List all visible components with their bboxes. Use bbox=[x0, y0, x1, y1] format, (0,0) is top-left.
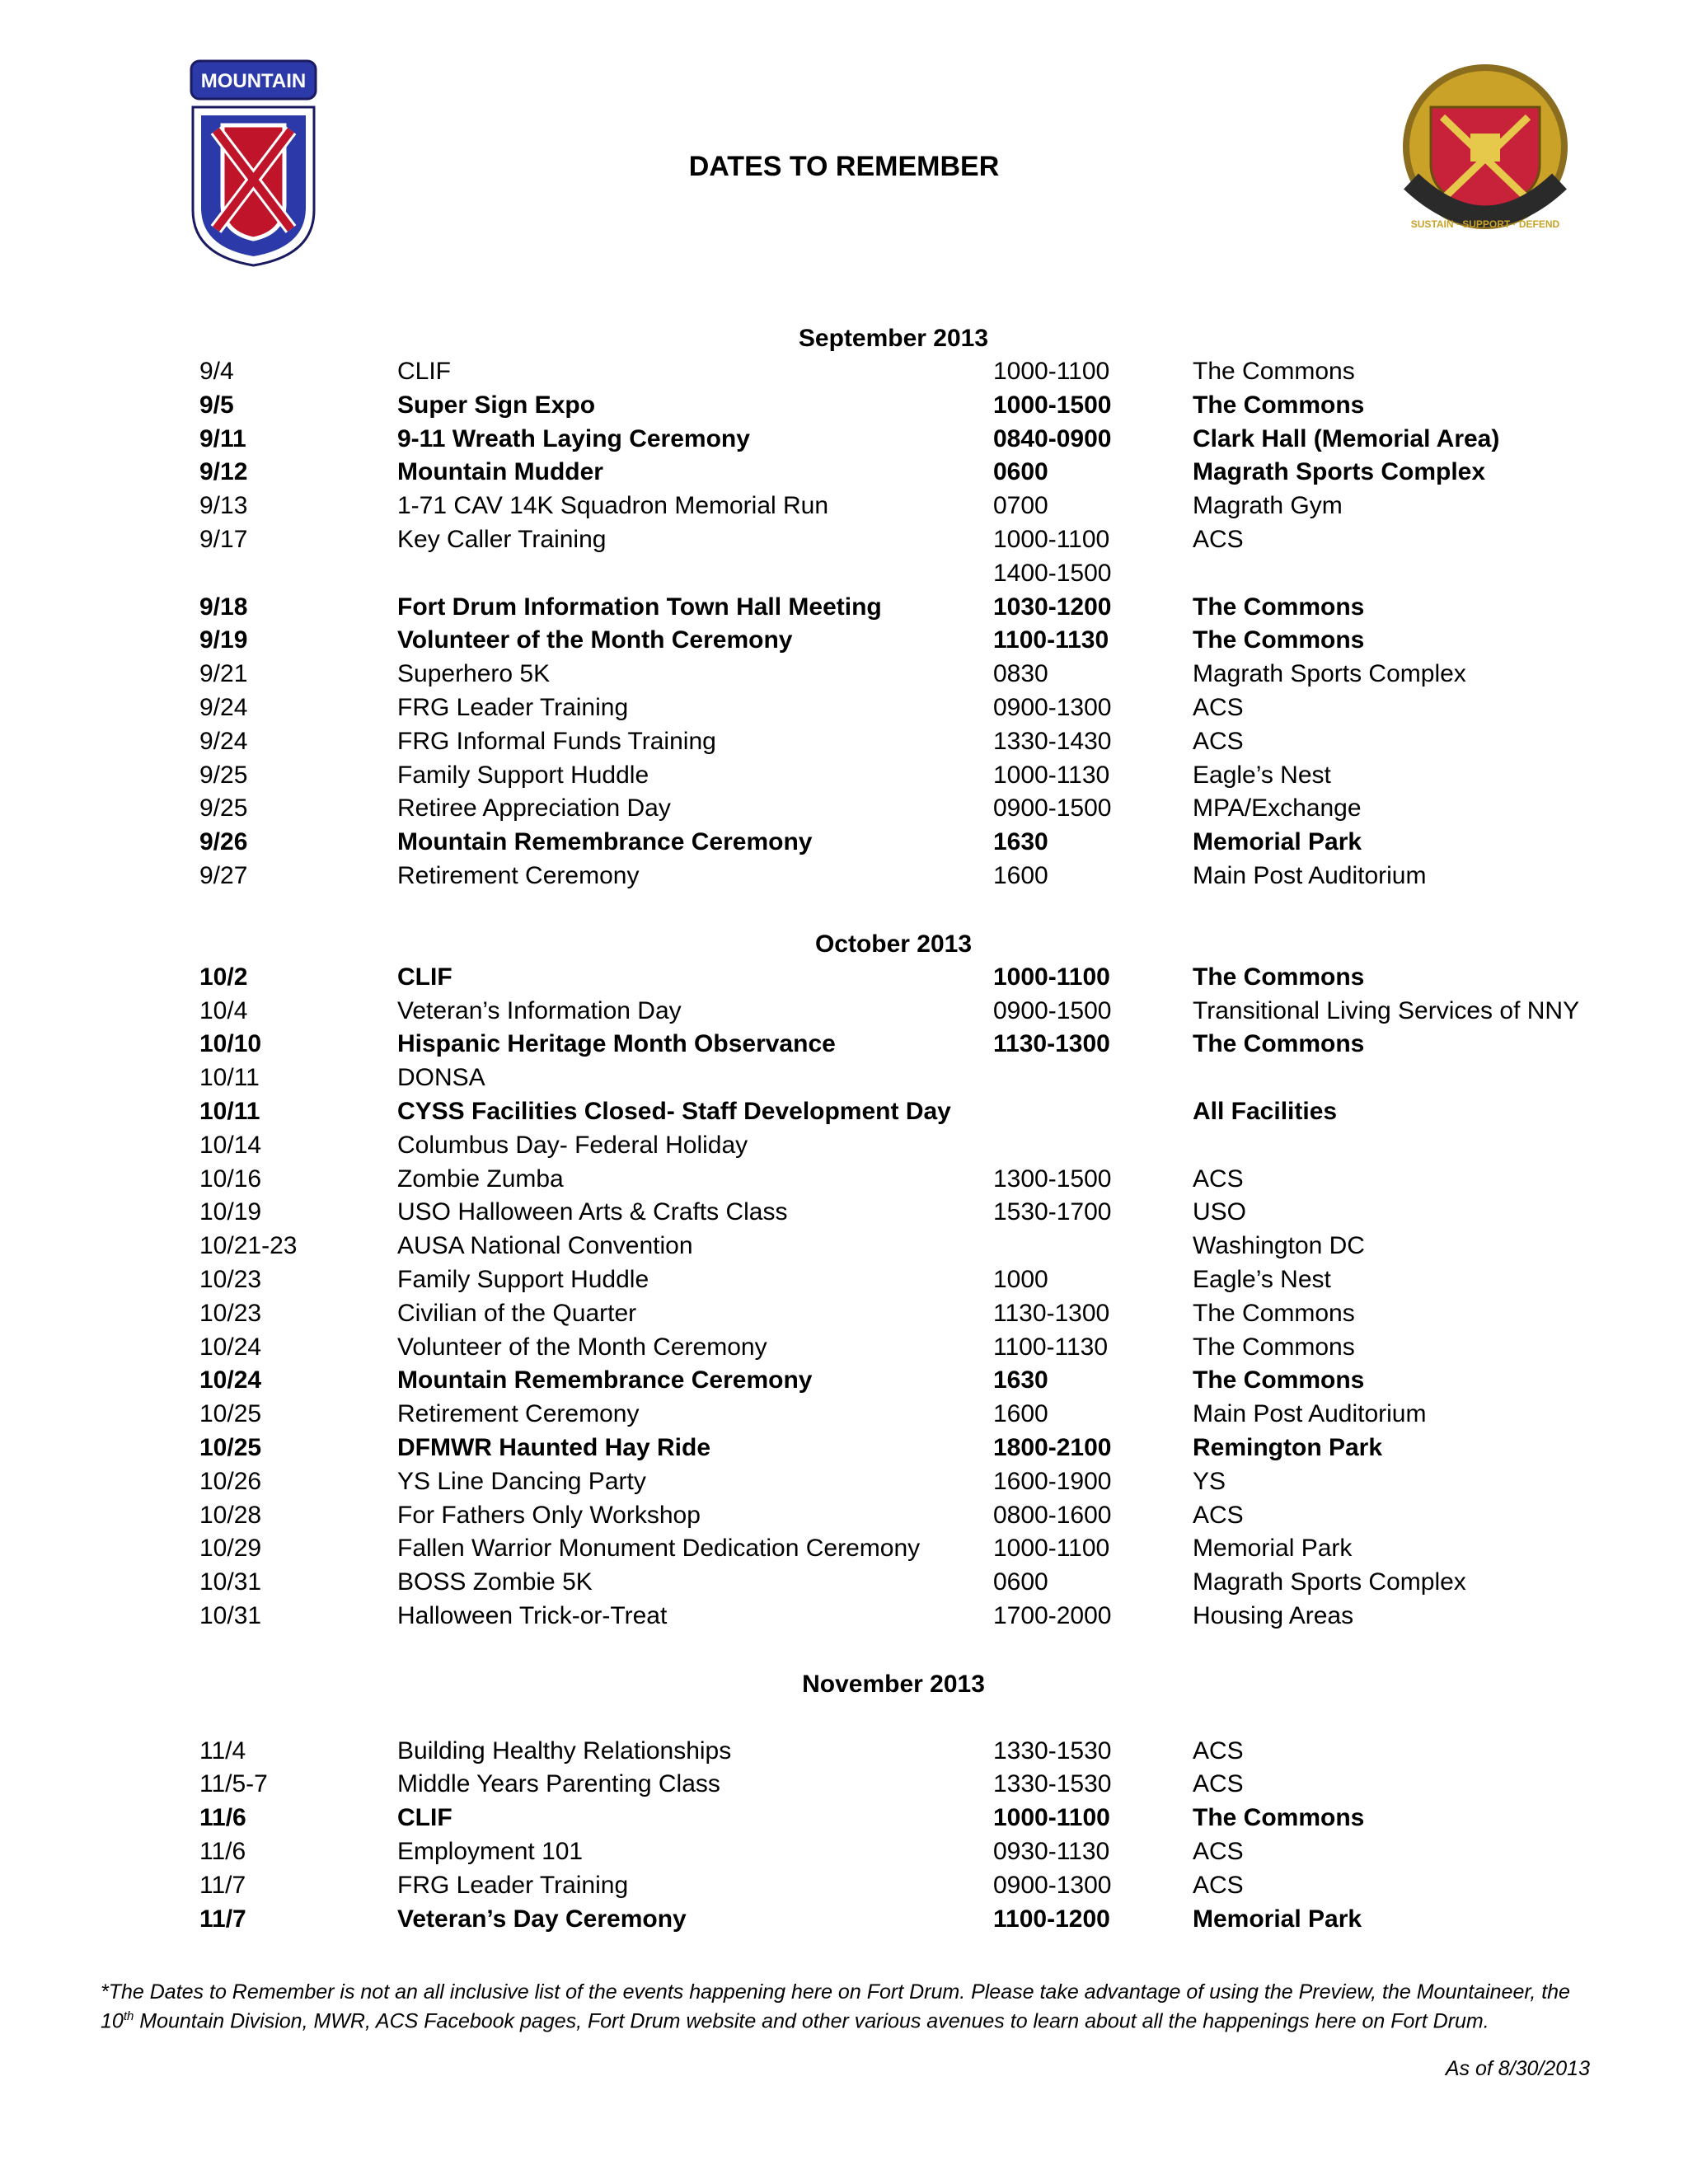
event-row bbox=[0, 1566, 1688, 1600]
footnote-text-part1: *The Dates to Remember is not an all inclusive list of the events happening here on Fort Drum. Please take advantage of using the Preview, the Mountaineer, the 10 bbox=[101, 1980, 1570, 2033]
event-time: 1130-1300 bbox=[993, 1299, 1110, 1327]
event-name: YS Line Dancing Party bbox=[397, 1467, 646, 1495]
event-location: ACS bbox=[1193, 693, 1244, 721]
event-date: 10/16 bbox=[199, 1165, 262, 1193]
event-date: 11/7 bbox=[199, 1871, 246, 1899]
event-row bbox=[0, 523, 1688, 557]
event-row bbox=[0, 961, 1688, 995]
event-location: Eagle’s Nest bbox=[1193, 761, 1331, 789]
event-date: 9/27 bbox=[199, 861, 248, 889]
event-location: Clark Hall (Memorial Area) bbox=[1193, 424, 1500, 452]
event-location: Magrath Sports Complex bbox=[1193, 660, 1466, 688]
event-time: 0600 bbox=[993, 458, 1048, 486]
event-time: 1000-1100 bbox=[993, 1804, 1110, 1832]
event-time: 1130-1300 bbox=[993, 1030, 1110, 1058]
event-name: DFMWR Haunted Hay Ride bbox=[397, 1433, 711, 1461]
event-date: 10/14 bbox=[199, 1131, 262, 1159]
event-row bbox=[0, 1802, 1688, 1835]
event-row bbox=[0, 591, 1688, 625]
event-location: Magrath Sports Complex bbox=[1193, 458, 1486, 486]
event-time: 1700-2000 bbox=[993, 1601, 1112, 1629]
event-name: Retiree Appreciation Day bbox=[397, 794, 671, 823]
event-name: Veteran’s Information Day bbox=[397, 996, 682, 1024]
event-time: 1100-1200 bbox=[993, 1905, 1110, 1933]
event-location: All Facilities bbox=[1193, 1097, 1338, 1125]
event-name: For Fathers Only Workshop bbox=[397, 1501, 701, 1529]
event-name: CYSS Facilities Closed- Staff Development Day bbox=[397, 1097, 951, 1125]
event-location: Housing Areas bbox=[1193, 1601, 1354, 1629]
event-time: 1600 bbox=[993, 861, 1048, 889]
event-row bbox=[0, 1163, 1688, 1197]
event-row bbox=[0, 1499, 1688, 1533]
event-date: 11/5-7 bbox=[199, 1770, 268, 1798]
event-time: 1000-1100 bbox=[993, 525, 1110, 553]
event-name: Zombie Zumba bbox=[397, 1165, 564, 1193]
event-name: Fallen Warrior Monument Dedication Ceremony bbox=[397, 1535, 921, 1563]
event-date: 10/2 bbox=[199, 963, 248, 991]
event-name: FRG Informal Funds Training bbox=[397, 727, 716, 755]
event-location: The Commons bbox=[1193, 1366, 1365, 1394]
event-date: 11/6 bbox=[199, 1804, 246, 1832]
event-row bbox=[0, 1129, 1688, 1163]
event-name: Super Sign Expo bbox=[397, 391, 596, 419]
event-date: 9/24 bbox=[199, 693, 248, 721]
page-title: DATES TO REMEMBER bbox=[688, 150, 1000, 182]
event-location: The Commons bbox=[1193, 1030, 1365, 1058]
event-date: 9/13 bbox=[199, 492, 248, 520]
event-row bbox=[0, 1869, 1688, 1903]
month-header: October 2013 bbox=[814, 930, 973, 958]
footnote-superscript: th bbox=[123, 2009, 134, 2023]
month-header: September 2013 bbox=[798, 325, 989, 352]
event-row bbox=[0, 1735, 1688, 1769]
event-location: The Commons bbox=[1193, 593, 1365, 621]
event-location: YS bbox=[1193, 1467, 1226, 1495]
event-row bbox=[0, 995, 1688, 1029]
event-date: 10/4 bbox=[199, 996, 248, 1024]
event-name: Retirement Ceremony bbox=[397, 861, 640, 889]
event-name: Columbus Day- Federal Holiday bbox=[397, 1131, 748, 1159]
event-location: ACS bbox=[1193, 1838, 1244, 1866]
event-row bbox=[0, 1095, 1688, 1129]
event-name: Superhero 5K bbox=[397, 660, 551, 688]
event-time: 1600-1900 bbox=[993, 1467, 1112, 1495]
event-location: Memorial Park bbox=[1193, 1905, 1362, 1933]
event-name: Employment 101 bbox=[397, 1838, 584, 1866]
event-date: 10/11 bbox=[199, 1064, 260, 1092]
event-row bbox=[0, 1903, 1688, 1937]
event-time: 1330-1530 bbox=[993, 1736, 1112, 1765]
event-date: 9/17 bbox=[199, 525, 248, 553]
event-time: 1400-1500 bbox=[993, 559, 1112, 587]
event-name: Volunteer of the Month Ceremony bbox=[397, 626, 793, 654]
event-row bbox=[0, 557, 1688, 591]
event-name: CLIF bbox=[397, 1804, 452, 1832]
event-location: MPA/Exchange bbox=[1193, 794, 1362, 823]
event-row bbox=[0, 1196, 1688, 1230]
event-date: 10/23 bbox=[199, 1299, 262, 1327]
event-time: 0700 bbox=[993, 492, 1048, 520]
event-time: 1000-1100 bbox=[993, 358, 1110, 385]
month-header: November 2013 bbox=[802, 1670, 985, 1698]
event-name: FRG Leader Training bbox=[397, 1871, 629, 1899]
event-time: 0930-1130 bbox=[993, 1838, 1110, 1866]
event-row bbox=[0, 1062, 1688, 1095]
event-location: USO bbox=[1193, 1198, 1247, 1226]
event-name: 9-11 Wreath Laying Ceremony bbox=[397, 424, 750, 452]
event-time: 0600 bbox=[993, 1568, 1048, 1596]
event-location: The Commons bbox=[1193, 626, 1365, 654]
event-name: Building Healthy Relationships bbox=[397, 1736, 732, 1765]
event-date: 10/19 bbox=[199, 1198, 262, 1226]
event-row bbox=[0, 456, 1688, 490]
event-date: 10/25 bbox=[199, 1433, 262, 1461]
event-row bbox=[0, 490, 1688, 523]
event-date: 10/31 bbox=[199, 1601, 262, 1629]
event-row bbox=[0, 423, 1688, 457]
event-name: Hispanic Heritage Month Observance bbox=[397, 1030, 836, 1058]
logo-badge-text: MOUNTAIN bbox=[200, 70, 307, 92]
event-row bbox=[0, 1331, 1688, 1365]
event-time: 1330-1530 bbox=[993, 1770, 1112, 1798]
event-location: Main Post Auditorium bbox=[1193, 861, 1427, 889]
event-time: 1530-1700 bbox=[993, 1198, 1112, 1226]
event-location: ACS bbox=[1193, 1165, 1244, 1193]
event-row bbox=[0, 1297, 1688, 1331]
event-row bbox=[0, 1364, 1688, 1398]
event-name: Veteran’s Day Ceremony bbox=[397, 1905, 687, 1933]
event-date: 9/24 bbox=[199, 727, 248, 755]
event-time: 1000-1100 bbox=[993, 963, 1110, 991]
event-location: ACS bbox=[1193, 525, 1244, 553]
event-time: 1600 bbox=[993, 1400, 1048, 1428]
event-row bbox=[0, 1230, 1688, 1263]
event-name: FRG Leader Training bbox=[397, 693, 629, 721]
event-row bbox=[0, 1432, 1688, 1465]
footnote-text-part2: Mountain Division, MWR, ACS Facebook pages, Fort Drum website and other various avenues to learn about all the happenings here on Fort Drum. bbox=[134, 2009, 1489, 2033]
event-name: Family Support Huddle bbox=[397, 1265, 649, 1293]
event-row bbox=[0, 826, 1688, 860]
event-location: Main Post Auditorium bbox=[1193, 1400, 1427, 1428]
event-location: Eagle’s Nest bbox=[1193, 1265, 1331, 1293]
event-location: The Commons bbox=[1193, 963, 1365, 991]
event-date: 11/4 bbox=[199, 1736, 246, 1765]
event-name: Halloween Trick-or-Treat bbox=[397, 1601, 668, 1629]
as-of-date: As of 8/30/2013 bbox=[1445, 2057, 1590, 2080]
event-name: Middle Years Parenting Class bbox=[397, 1770, 720, 1798]
event-row bbox=[0, 355, 1688, 389]
event-row bbox=[0, 725, 1688, 759]
event-time: 0900-1300 bbox=[993, 1871, 1112, 1899]
event-time: 1630 bbox=[993, 828, 1048, 856]
event-time: 1100-1130 bbox=[993, 1333, 1109, 1361]
event-date: 10/28 bbox=[199, 1501, 262, 1529]
event-date: 10/31 bbox=[199, 1568, 262, 1596]
event-name: 1-71 CAV 14K Squadron Memorial Run bbox=[397, 492, 829, 520]
event-time: 1800-2100 bbox=[993, 1433, 1112, 1461]
event-row bbox=[0, 624, 1688, 658]
event-location: The Commons bbox=[1193, 358, 1355, 385]
event-row bbox=[0, 1600, 1688, 1633]
crest-motto-text: SUSTAIN · SUPPORT · DEFEND bbox=[1410, 218, 1560, 230]
event-time: 1330-1430 bbox=[993, 727, 1112, 755]
event-name: USO Halloween Arts & Crafts Class bbox=[397, 1198, 788, 1226]
event-date: 10/24 bbox=[199, 1366, 262, 1394]
event-location: Memorial Park bbox=[1193, 1535, 1353, 1563]
event-time: 0900-1300 bbox=[993, 693, 1112, 721]
event-date: 10/11 bbox=[199, 1097, 260, 1125]
event-date: 9/4 bbox=[199, 358, 234, 385]
event-time: 1000-1100 bbox=[993, 1535, 1110, 1563]
event-date: 9/12 bbox=[199, 458, 248, 486]
event-location: Washington DC bbox=[1193, 1232, 1365, 1260]
event-location: Transitional Living Services of NNY bbox=[1193, 996, 1580, 1024]
event-name: Family Support Huddle bbox=[397, 761, 649, 789]
event-location: The Commons bbox=[1193, 1804, 1365, 1832]
event-location: The Commons bbox=[1193, 1299, 1355, 1327]
event-row bbox=[0, 1768, 1688, 1802]
event-date: 9/5 bbox=[199, 391, 234, 419]
support-crest-logo bbox=[1393, 58, 1578, 235]
section-spacer bbox=[0, 893, 1688, 927]
event-date: 10/10 bbox=[199, 1030, 262, 1058]
section-spacer bbox=[0, 1633, 1688, 1667]
event-row bbox=[0, 1835, 1688, 1869]
event-time: 0900-1500 bbox=[993, 996, 1112, 1024]
event-name: BOSS Zombie 5K bbox=[397, 1568, 593, 1596]
event-name: Volunteer of the Month Ceremony bbox=[397, 1333, 767, 1361]
event-name: Mountain Mudder bbox=[397, 458, 603, 486]
event-date: 10/26 bbox=[199, 1467, 262, 1495]
event-location: Magrath Gym bbox=[1193, 492, 1343, 520]
event-row bbox=[0, 1028, 1688, 1062]
event-row bbox=[0, 1465, 1688, 1499]
event-name: AUSA National Convention bbox=[397, 1232, 693, 1260]
event-date: 10/23 bbox=[199, 1265, 262, 1293]
event-name: Civilian of the Quarter bbox=[397, 1299, 637, 1327]
events-schedule bbox=[0, 321, 1688, 1936]
event-date: 9/11 bbox=[199, 424, 246, 452]
event-date: 11/6 bbox=[199, 1838, 246, 1866]
event-time: 0830 bbox=[993, 660, 1048, 688]
event-time: 1000-1500 bbox=[993, 391, 1112, 419]
event-name: Mountain Remembrance Ceremony bbox=[397, 828, 813, 856]
event-name: Mountain Remembrance Ceremony bbox=[397, 1366, 813, 1394]
event-row bbox=[0, 1398, 1688, 1432]
event-row bbox=[0, 759, 1688, 793]
section-spacer bbox=[0, 1701, 1688, 1735]
event-location: ACS bbox=[1193, 1871, 1244, 1899]
event-time: 0800-1600 bbox=[993, 1501, 1112, 1529]
event-time: 0840-0900 bbox=[993, 424, 1112, 452]
event-time: 1100-1130 bbox=[993, 626, 1109, 654]
event-location: Memorial Park bbox=[1193, 828, 1362, 856]
event-location: Magrath Sports Complex bbox=[1193, 1568, 1466, 1596]
event-location: The Commons bbox=[1193, 1333, 1355, 1361]
event-row bbox=[0, 1532, 1688, 1566]
event-name: CLIF bbox=[397, 963, 452, 991]
event-location: The Commons bbox=[1193, 391, 1365, 419]
event-name: Retirement Ceremony bbox=[397, 1400, 640, 1428]
event-date: 9/26 bbox=[199, 828, 248, 856]
event-time: 1000 bbox=[993, 1265, 1048, 1293]
event-date: 11/7 bbox=[199, 1905, 246, 1933]
event-time: 0900-1500 bbox=[993, 794, 1112, 823]
event-name: CLIF bbox=[397, 358, 452, 385]
event-time: 1300-1500 bbox=[993, 1165, 1112, 1193]
event-row bbox=[0, 389, 1688, 423]
event-date: 10/21-23 bbox=[199, 1232, 298, 1260]
event-row bbox=[0, 1263, 1688, 1297]
event-date: 9/25 bbox=[199, 794, 248, 823]
event-location: Remington Park bbox=[1193, 1433, 1383, 1461]
event-name: Key Caller Training bbox=[397, 525, 607, 553]
event-location: ACS bbox=[1193, 1770, 1244, 1798]
event-row bbox=[0, 792, 1688, 826]
event-time: 1030-1200 bbox=[993, 593, 1112, 621]
event-date: 10/24 bbox=[199, 1333, 262, 1361]
footnote bbox=[101, 1980, 1601, 2033]
event-location: ACS bbox=[1193, 1736, 1244, 1765]
event-name: DONSA bbox=[397, 1064, 485, 1092]
event-date: 10/29 bbox=[199, 1535, 262, 1563]
event-name: Fort Drum Information Town Hall Meeting bbox=[397, 593, 882, 621]
event-row bbox=[0, 658, 1688, 691]
event-date: 10/25 bbox=[199, 1400, 262, 1428]
event-location: ACS bbox=[1193, 727, 1244, 755]
event-date: 9/25 bbox=[199, 761, 248, 789]
event-date: 9/21 bbox=[199, 660, 248, 688]
event-location: ACS bbox=[1193, 1501, 1244, 1529]
event-time: 1000-1130 bbox=[993, 761, 1110, 789]
event-row bbox=[0, 860, 1688, 893]
event-time: 1630 bbox=[993, 1366, 1048, 1394]
event-row bbox=[0, 691, 1688, 725]
event-date: 9/19 bbox=[199, 626, 248, 654]
event-date: 9/18 bbox=[199, 593, 248, 621]
